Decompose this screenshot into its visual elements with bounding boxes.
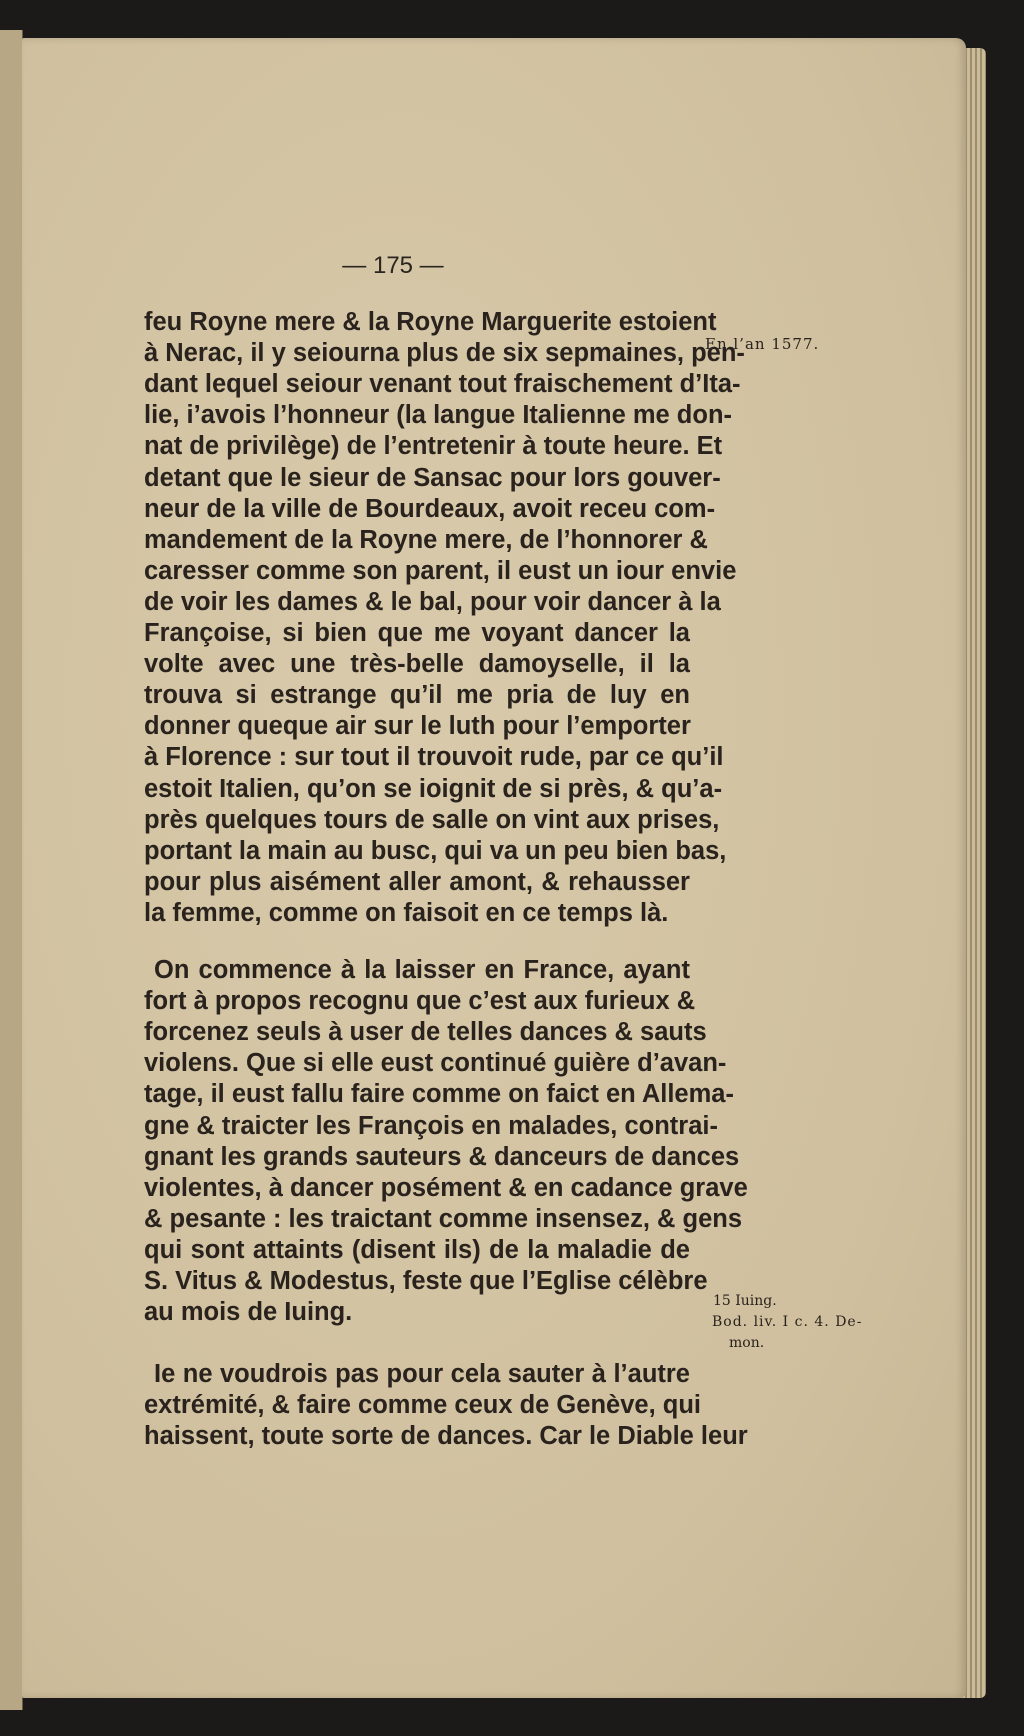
text-line: près quelques tours de salle on vint aux prises, bbox=[144, 805, 720, 834]
text-line: gne & traicter les François en malades, contrai- bbox=[144, 1111, 718, 1140]
text-line: qui sont attaints (disent ils) de la maladie de bbox=[144, 1235, 690, 1264]
text-line: nat de privilège) de l’entretenir à toute heure. Et bbox=[144, 432, 723, 461]
text-line: dant lequel seiour venant tout fraischement d’Ita- bbox=[144, 370, 741, 399]
text-line: donner queque air sur le luth pour l’emporter bbox=[144, 712, 691, 741]
text-line: Françoise, si bien que me voyant dancer la bbox=[144, 619, 690, 647]
text-line: tage, il eust fallu faire comme on faict en Allema- bbox=[144, 1080, 734, 1109]
text-line: On commence à la laisser en France, ayant bbox=[154, 956, 690, 984]
text-line: pour plus aisément aller amont, & rehausser bbox=[144, 867, 690, 896]
text-line: estoit Italien, qu’on se ioignit de si près, & qu’a- bbox=[144, 774, 723, 803]
text-line: trouva si estrange qu’il me pria de luy en bbox=[144, 681, 690, 710]
text-line: haissent, toute sorte de dances. Car le Diable leur bbox=[144, 1422, 748, 1451]
text-line: au mois de Iuing. bbox=[144, 1298, 353, 1327]
text-line: lie, i’avois l’honneur (la langue Italienne me don- bbox=[144, 401, 733, 430]
text-line: detant que le sieur de Sansac pour lors gouver- bbox=[144, 463, 721, 492]
text-line: extrémité, & faire comme ceux de Genève, qui bbox=[144, 1391, 701, 1420]
margin-note-date: 15 Iuing. bbox=[713, 1293, 777, 1309]
text-line: gnant les grands sauteurs & danceurs de dances bbox=[144, 1142, 740, 1171]
text-line: neur de la ville de Bourdeaux, avoit receu com- bbox=[144, 494, 716, 523]
text-line: la femme, comme on faisoit en ce temps là. bbox=[144, 898, 669, 927]
margin-note-reference: Bod. liv. I c. 4. De- bbox=[712, 1314, 863, 1330]
previous-page-edge bbox=[0, 30, 23, 1710]
text-line: volte avec une très-belle damoyselle, il la bbox=[144, 650, 690, 679]
text-line: violens. Que si elle eust continué guière d’avan- bbox=[144, 1049, 727, 1078]
text-line: à Florence : sur tout il trouvoit rude, par ce qu’il bbox=[144, 743, 724, 772]
margin-note-reference-cont: mon. bbox=[729, 1335, 765, 1351]
page-number: — 175 — bbox=[342, 252, 444, 279]
text-line: & pesante : les traictant comme insensez, & gens bbox=[144, 1204, 743, 1233]
text-line: caresser comme son parent, il eust un iour envie bbox=[144, 556, 737, 585]
text-line: portant la main au busc, qui va un peu bien bas, bbox=[144, 836, 727, 865]
text-line: S. Vitus & Modestus, feste que l’Eglise célèbre bbox=[144, 1267, 708, 1295]
text-line: de voir les dames & le bal, pour voir dancer à la bbox=[144, 587, 721, 616]
text-line: fort à propos recognu que c’est aux furieux & bbox=[144, 987, 696, 1016]
margin-note-year: En l’an 1577. bbox=[705, 335, 820, 353]
text-line: Ie ne voudrois pas pour cela sauter à l’autre bbox=[154, 1360, 690, 1388]
text-line: à Nerac, il y seiourna plus de six sepmaines, pen- bbox=[144, 339, 745, 368]
text-line: feu Royne mere & la Royne Marguerite estoient bbox=[144, 308, 717, 336]
text-line: forcenez seuls à user de telles dances & sauts bbox=[144, 1018, 707, 1047]
text-line: mandement de la Royne mere, de l’honnorer & bbox=[144, 525, 708, 554]
text-line: violentes, à dancer posément & en cadance grave bbox=[144, 1173, 748, 1202]
